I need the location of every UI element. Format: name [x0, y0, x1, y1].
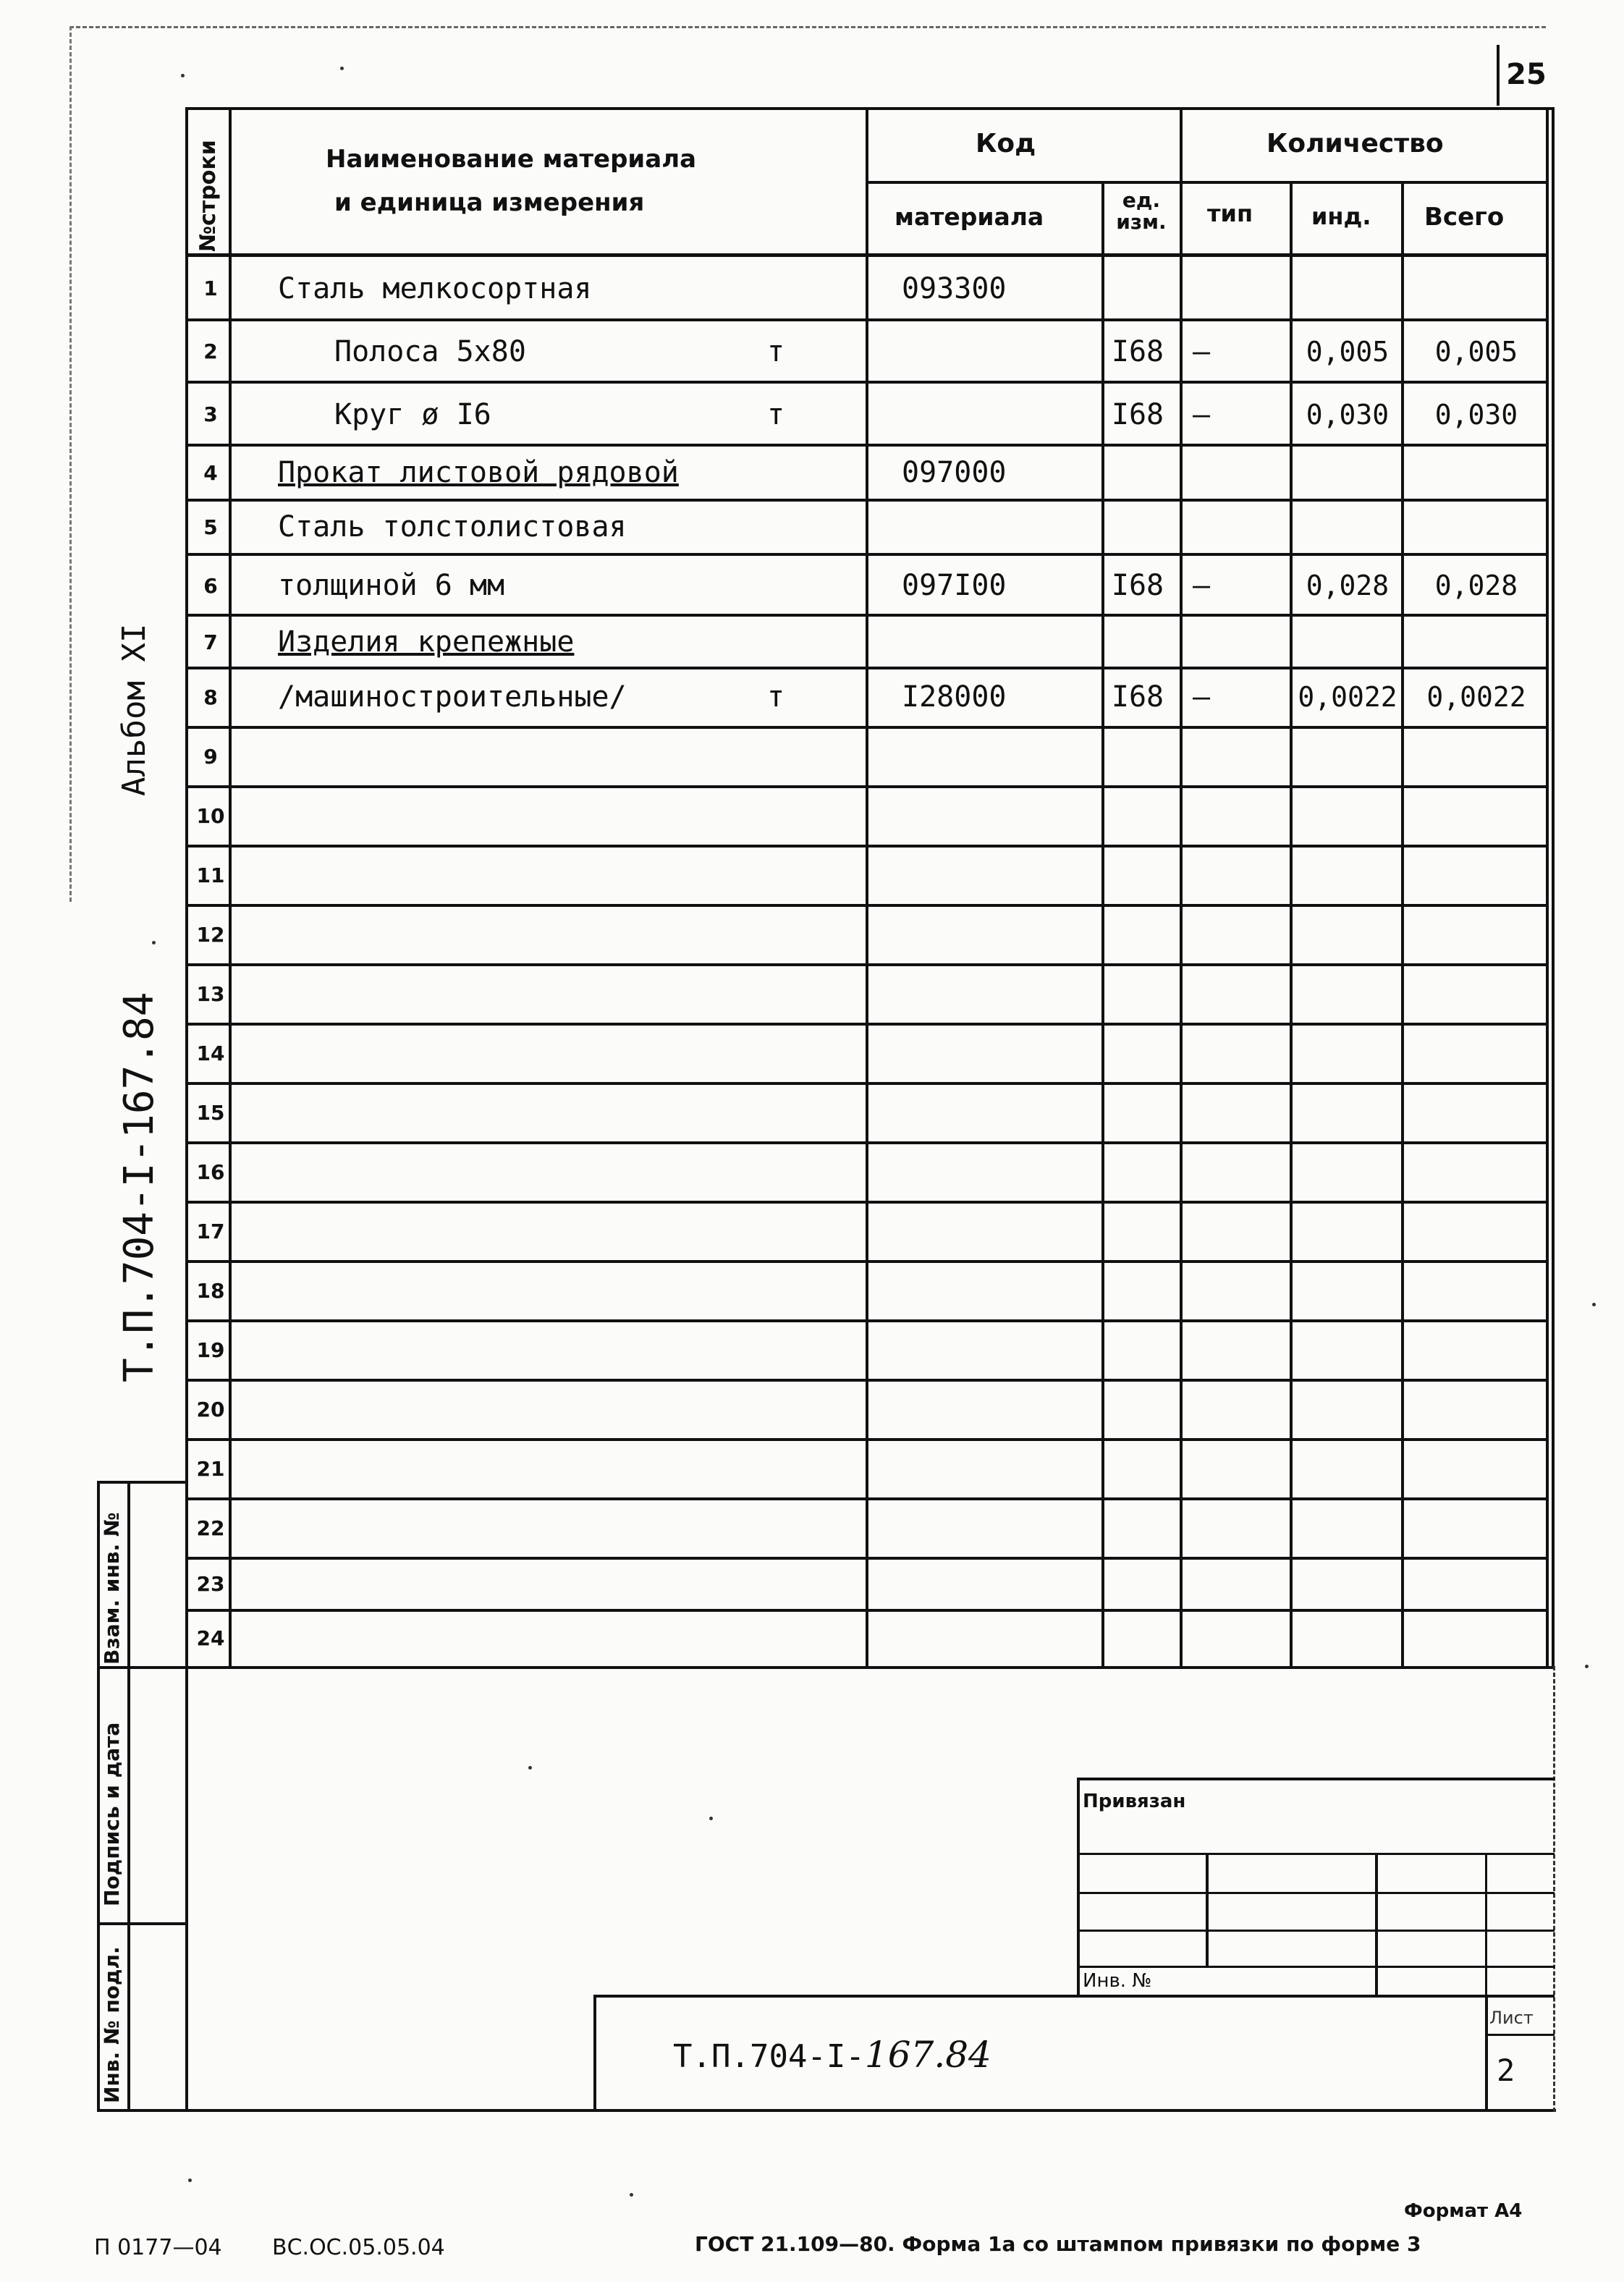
- row-qty-type: [1193, 617, 1287, 667]
- row-number: 16: [196, 1159, 225, 1184]
- header-code-group: Код: [976, 129, 1036, 159]
- row-unit-letter: [767, 964, 796, 1023]
- row-qty-type: [1193, 786, 1287, 845]
- row-material-name: [278, 964, 741, 1023]
- row-qty-ind: [1293, 1142, 1403, 1201]
- project-code-side: Т.П.704-I-167.84: [116, 992, 163, 1382]
- row-material-code: [902, 1142, 1097, 1201]
- row-number: 18: [196, 1278, 225, 1303]
- title-block-list-divider: [1485, 1995, 1488, 2112]
- row-unit-letter: [767, 554, 796, 617]
- row-material-code: [902, 1498, 1097, 1558]
- row-qty-ind: 0,028: [1306, 570, 1390, 601]
- row-material-code: [902, 1320, 1097, 1379]
- row-unit-code: [1100, 786, 1175, 845]
- row-material-name: Круг ø I6: [334, 397, 491, 431]
- row-qty-type: [1193, 964, 1287, 1023]
- row-unit-code: [1100, 1201, 1175, 1261]
- row-qty-total: [1404, 1439, 1549, 1498]
- row-unit-code: [1100, 964, 1175, 1023]
- row-qty-total: [1404, 1023, 1549, 1083]
- row-unit-letter: [767, 1083, 796, 1142]
- row-number: 8: [203, 685, 218, 709]
- row-material-code: [902, 1083, 1097, 1142]
- row-qty-ind: [1293, 257, 1403, 320]
- row-qty-total: [1404, 786, 1549, 845]
- row-unit-code: [1100, 1083, 1175, 1142]
- row-qty-ind: [1293, 1083, 1403, 1142]
- row-unit-code: I68: [1111, 569, 1164, 602]
- row-number: 15: [196, 1100, 225, 1125]
- side-vzam-inv: Взам. инв. №: [100, 1512, 124, 1665]
- row-qty-total: [1404, 964, 1549, 1023]
- row-material-name: [278, 1379, 741, 1439]
- row-number: 10: [196, 803, 225, 828]
- row-qty-ind: [1293, 1201, 1403, 1261]
- header-row-number: №строки: [195, 140, 221, 252]
- row-qty-type: –: [1193, 397, 1211, 431]
- privyazan-col-line2: [1375, 1853, 1378, 1998]
- header-code-material: материала: [895, 203, 1044, 231]
- row-unit-code: [1100, 727, 1175, 786]
- row-unit-code: [1100, 499, 1175, 554]
- header-qty-group: Количество: [1266, 129, 1444, 159]
- privyazan-col-line1: [1206, 1853, 1209, 1966]
- row-unit-code: I68: [1111, 397, 1164, 431]
- row-qty-ind: [1293, 1498, 1403, 1558]
- row-qty-ind: 0,005: [1306, 335, 1390, 368]
- row-number: 7: [203, 630, 218, 654]
- row-number: 6: [203, 573, 218, 598]
- row-material-name: Сталь мелкосортная: [278, 271, 592, 305]
- privyazan-row-line2: [1077, 1892, 1555, 1894]
- row-qty-ind: [1293, 499, 1403, 554]
- row-unit-code: [1100, 1320, 1175, 1379]
- row-qty-total: 0,005: [1434, 335, 1518, 368]
- row-material-name: Полоса 5х80: [334, 334, 526, 368]
- row-material-name: [278, 1558, 741, 1610]
- row-unit-letter: [767, 1610, 796, 1666]
- row-qty-ind: [1293, 1023, 1403, 1083]
- row-material-name: [278, 1261, 741, 1320]
- row-qty-type: [1193, 499, 1287, 554]
- side-stamp-div2: [97, 1922, 185, 1925]
- header-name-line1: Наименование материала: [326, 145, 697, 174]
- scan-speck: [528, 1766, 532, 1770]
- header-name-line2: и единица измерения: [334, 188, 645, 217]
- scan-speck: [181, 74, 185, 77]
- row-qty-type: [1193, 1379, 1287, 1439]
- row-unit-code: [1100, 1142, 1175, 1201]
- row-material-code: [902, 964, 1097, 1023]
- privyazan-row-line1: [1077, 1853, 1555, 1855]
- row-unit-code: [1100, 617, 1175, 667]
- row-unit-code: [1100, 1558, 1175, 1610]
- row-unit-letter: [767, 257, 796, 320]
- row-qty-total: [1404, 1201, 1549, 1261]
- row-qty-type: [1193, 1610, 1287, 1666]
- row-number: 14: [196, 1041, 225, 1065]
- row-qty-type: [1193, 1558, 1287, 1610]
- row-qty-type: [1193, 446, 1287, 499]
- row-number: 4: [203, 460, 218, 485]
- row-qty-ind: 0,0022: [1298, 681, 1397, 713]
- row-material-code: [902, 1023, 1097, 1083]
- row-qty-total: [1404, 1558, 1549, 1610]
- col-line-qty: [1180, 107, 1183, 1669]
- row-qty-type: –: [1193, 569, 1211, 602]
- row-unit-code: [1100, 1023, 1175, 1083]
- row-unit-letter: [767, 1142, 796, 1201]
- row-material-code: [902, 1201, 1097, 1261]
- row-qty-ind: [1293, 1558, 1403, 1610]
- row-qty-total: [1404, 845, 1549, 905]
- row-number: 20: [196, 1397, 225, 1421]
- col-line-code: [866, 107, 868, 1669]
- row-qty-ind: [1293, 617, 1403, 667]
- row-material-name: [278, 905, 741, 964]
- row-unit-code: I68: [1111, 334, 1164, 368]
- row-unit-code: [1100, 446, 1175, 499]
- header-sub-line: [866, 181, 1549, 184]
- doc-code-handwritten: 167.84: [864, 2034, 991, 2076]
- row-unit-letter: [767, 1023, 796, 1083]
- privyazan-col-line3: [1485, 1853, 1487, 1998]
- album-label: Альбом XI: [116, 623, 153, 796]
- privyazan-label: Привязан: [1083, 1791, 1186, 1812]
- row-qty-ind: [1293, 1320, 1403, 1379]
- row-unit-letter: [767, 1439, 796, 1498]
- list-value: 2: [1497, 2053, 1515, 2088]
- row-material-code: [902, 727, 1097, 786]
- row-qty-total: [1404, 617, 1549, 667]
- table-bottom-border: [185, 1666, 1555, 1669]
- row-unit-letter: [767, 727, 796, 786]
- footer-left-code1: П 0177—04: [94, 2235, 222, 2260]
- row-material-code: 097000: [902, 456, 1007, 489]
- row-qty-ind: [1293, 845, 1403, 905]
- row-qty-total: [1404, 1610, 1549, 1666]
- row-unit-code: [1100, 845, 1175, 905]
- row-qty-ind: [1293, 1610, 1403, 1666]
- row-material-code: [902, 1439, 1097, 1498]
- doc-code: [673, 2034, 991, 2076]
- page-number: 25: [1506, 58, 1547, 91]
- row-material-code: [902, 320, 1097, 383]
- row-unit-letter: [767, 786, 796, 845]
- row-material-code: [902, 1379, 1097, 1439]
- row-qty-total: [1404, 727, 1549, 786]
- row-material-name: [278, 1498, 741, 1558]
- scan-speck: [152, 941, 156, 945]
- row-qty-total: 0,028: [1434, 570, 1518, 601]
- row-number: 12: [196, 922, 225, 947]
- row-qty-total: 0,0022: [1426, 681, 1526, 713]
- row-qty-ind: [1293, 1379, 1403, 1439]
- row-unit-letter: [767, 1498, 796, 1558]
- row-number: 21: [196, 1456, 225, 1481]
- row-material-name: [278, 1201, 741, 1261]
- row-unit-letter: т: [767, 334, 785, 368]
- row-material-code: 097I00: [902, 569, 1007, 602]
- row-material-name: [278, 845, 741, 905]
- row-number: 5: [203, 515, 218, 539]
- side-stamp-div1: [97, 1666, 185, 1669]
- row-qty-total: [1404, 1083, 1549, 1142]
- row-number: 3: [203, 402, 218, 426]
- title-block-list-hline: [1485, 2034, 1555, 2036]
- row-qty-type: [1193, 1261, 1287, 1320]
- row-material-name: [278, 786, 741, 845]
- row-qty-total: [1404, 1379, 1549, 1439]
- row-qty-total: [1404, 257, 1549, 320]
- row-material-name: [278, 1439, 741, 1498]
- row-unit-code: [1100, 1439, 1175, 1498]
- row-material-code: [902, 499, 1097, 554]
- row-unit-code: I68: [1111, 680, 1164, 714]
- row-qty-total: [1404, 446, 1549, 499]
- row-material-name: толщиной 6 мм: [278, 569, 505, 602]
- row-number: 17: [196, 1219, 225, 1243]
- scan-speck: [709, 1817, 713, 1820]
- inv-no-label: Инв. №: [1083, 1970, 1152, 1992]
- row-material-name: Сталь толстолистовая: [278, 510, 627, 544]
- row-number: 1: [203, 276, 218, 300]
- row-material-code: 093300: [902, 271, 1007, 305]
- row-material-name: [278, 727, 741, 786]
- side-stamp-mid-line: [127, 1481, 130, 2112]
- row-qty-type: [1193, 1083, 1287, 1142]
- row-unit-code: [1100, 257, 1175, 320]
- row-unit-letter: [767, 1379, 796, 1439]
- footer-left-code2: ВС.ОС.05.05.04: [272, 2235, 445, 2260]
- scan-speck: [1592, 1303, 1596, 1306]
- row-qty-ind: 0,030: [1306, 398, 1390, 431]
- row-unit-letter: [767, 845, 796, 905]
- row-material-code: [902, 383, 1097, 446]
- row-material-code: [902, 1261, 1097, 1320]
- row-unit-letter: [767, 1201, 796, 1261]
- top-trim-line: [69, 26, 1546, 28]
- row-number: 22: [196, 1516, 225, 1540]
- row-material-code: [902, 1610, 1097, 1666]
- row-unit-code: [1100, 1261, 1175, 1320]
- row-qty-type: [1193, 257, 1287, 320]
- row-unit-letter: [767, 905, 796, 964]
- row-qty-type: [1193, 1320, 1287, 1379]
- row-qty-total: [1404, 1498, 1549, 1558]
- row-unit-letter: [767, 1558, 796, 1610]
- row-material-code: [902, 1558, 1097, 1610]
- row-unit-letter: [767, 1261, 796, 1320]
- row-qty-type: [1193, 845, 1287, 905]
- row-qty-ind: [1293, 446, 1403, 499]
- row-material-code: I28000: [902, 680, 1007, 714]
- row-qty-total: [1404, 1320, 1549, 1379]
- row-qty-total: [1404, 905, 1549, 964]
- col-line-rownum: [229, 107, 232, 1669]
- row-material-name: [278, 1610, 741, 1666]
- row-qty-ind: [1293, 964, 1403, 1023]
- row-material-code: [902, 617, 1097, 667]
- row-qty-total: 0,030: [1434, 398, 1518, 431]
- row-qty-type: [1193, 1023, 1287, 1083]
- row-qty-type: [1193, 1439, 1287, 1498]
- row-material-name: [278, 1320, 741, 1379]
- row-number: 19: [196, 1337, 225, 1362]
- footer-gost: ГОСТ 21.109—80. Форма 1а со штампом привязки по форме 3: [695, 2232, 1421, 2256]
- row-number: 13: [196, 981, 225, 1006]
- row-material-code: [902, 905, 1097, 964]
- scan-speck: [1585, 1665, 1589, 1668]
- row-qty-total: [1404, 1261, 1549, 1320]
- row-unit-letter: [767, 499, 796, 554]
- doc-code-typed: Т.П.704-I-: [673, 2038, 865, 2075]
- row-number: 9: [203, 744, 218, 769]
- row-material-code: [902, 845, 1097, 905]
- row-number: 11: [196, 863, 225, 887]
- side-podpis-data: Подпись и дата: [100, 1722, 124, 1906]
- left-trim-line: [69, 26, 72, 902]
- row-material-code: [902, 786, 1097, 845]
- row-material-name: [278, 1083, 741, 1142]
- row-unit-letter: т: [767, 680, 785, 714]
- side-inv-podl: Инв. № подл.: [100, 1946, 124, 2103]
- row-qty-type: [1193, 727, 1287, 786]
- row-qty-type: [1193, 1142, 1287, 1201]
- header-qty-total: Всего: [1424, 203, 1505, 232]
- row-unit-letter: т: [767, 397, 785, 431]
- row-material-name: [278, 1023, 741, 1083]
- row-qty-ind: [1293, 1261, 1403, 1320]
- row-material-name: Изделия крепежные: [278, 625, 575, 659]
- row-number: 23: [196, 1571, 225, 1596]
- row-qty-ind: [1293, 727, 1403, 786]
- row-qty-type: –: [1193, 680, 1211, 714]
- row-unit-code: [1100, 1498, 1175, 1558]
- row-material-name: Прокат листовой рядовой: [278, 456, 679, 489]
- footer-format: Формат А4: [1404, 2200, 1523, 2222]
- row-material-name: /машиностроительные/: [278, 680, 627, 714]
- bottom-area-left-line: [185, 1666, 188, 2112]
- row-qty-type: [1193, 905, 1287, 964]
- row-unit-code: [1100, 1379, 1175, 1439]
- header-qty-type: тип: [1207, 200, 1253, 227]
- row-qty-type: –: [1193, 334, 1211, 368]
- row-number: 24: [196, 1626, 225, 1650]
- header-qty-ind: инд.: [1311, 203, 1371, 230]
- list-label: Лист: [1489, 2008, 1534, 2028]
- row-qty-type: [1193, 1201, 1287, 1261]
- row-unit-letter: [767, 446, 796, 499]
- row-unit-letter: [767, 617, 796, 667]
- row-qty-total: [1404, 499, 1549, 554]
- row-unit-code: [1100, 905, 1175, 964]
- privyazan-row-line4: [1077, 1966, 1555, 1968]
- header-code-unit: ед. изм.: [1116, 188, 1167, 234]
- row-unit-code: [1100, 1610, 1175, 1666]
- row-qty-type: [1193, 1498, 1287, 1558]
- row-qty-ind: [1293, 786, 1403, 845]
- scan-speck: [340, 67, 344, 70]
- privyazan-row-line3: [1077, 1930, 1555, 1932]
- row-qty-ind: [1293, 1439, 1403, 1498]
- row-qty-ind: [1293, 905, 1403, 964]
- scan-speck: [630, 2193, 633, 2197]
- row-unit-letter: [767, 1320, 796, 1379]
- row-material-name: [278, 1142, 741, 1201]
- scan-speck: [188, 2179, 192, 2182]
- row-number: 2: [203, 339, 218, 363]
- row-qty-total: [1404, 1142, 1549, 1201]
